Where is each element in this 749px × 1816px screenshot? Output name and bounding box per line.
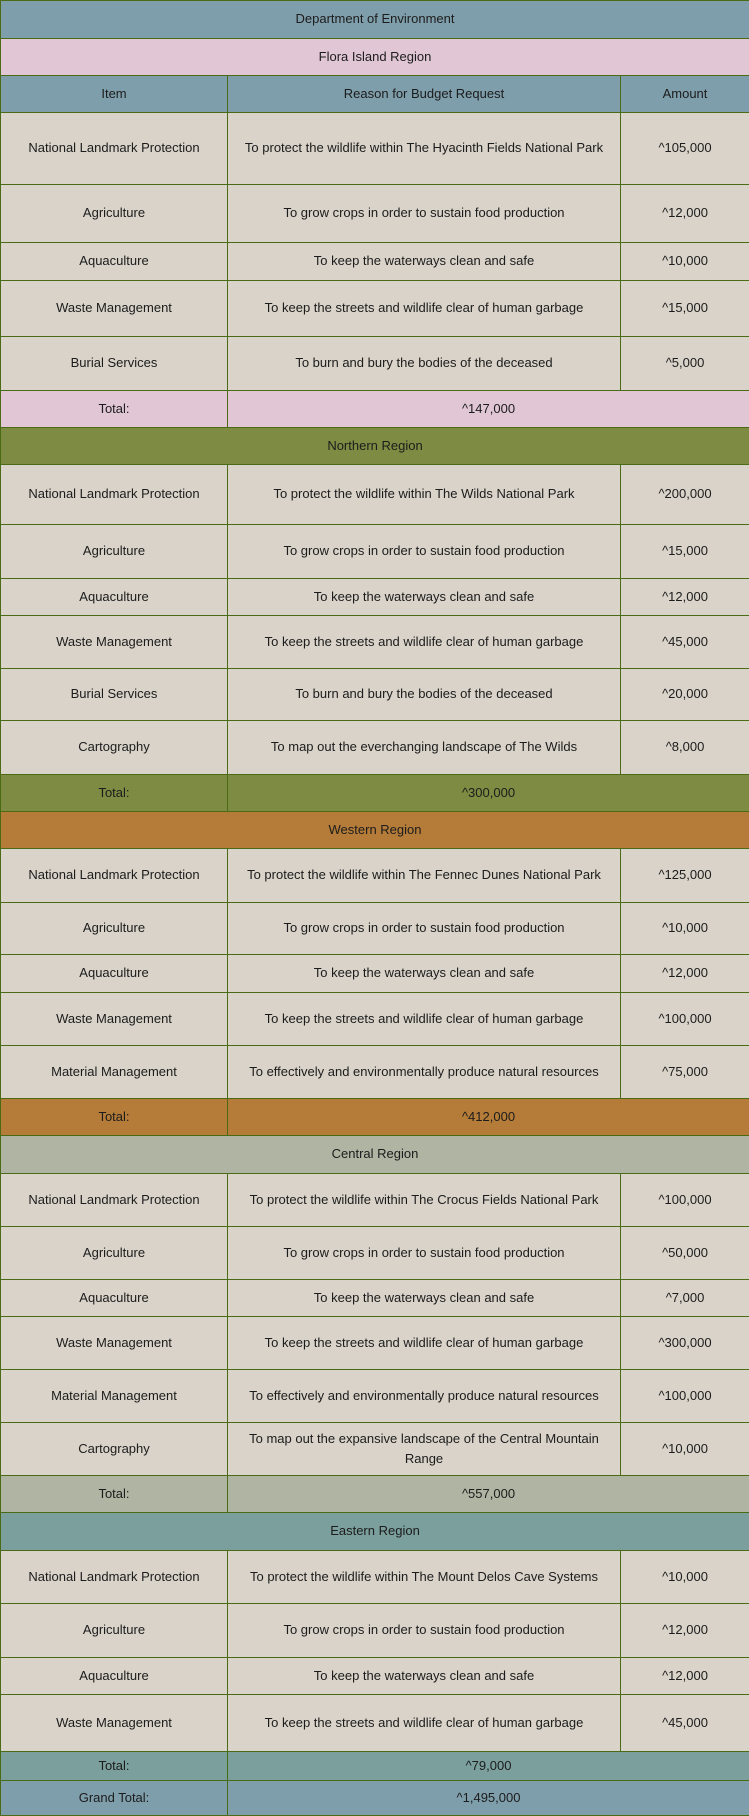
total-label: Total: [1, 1476, 228, 1513]
item-amount: ^45,000 [621, 616, 749, 669]
table-row [1, 903, 749, 955]
table-row [1, 669, 749, 721]
item-name: Agriculture [1, 903, 228, 955]
item-name: Waste Management [1, 993, 228, 1046]
item-name: National Landmark Protection [1, 465, 228, 525]
item-amount: ^12,000 [621, 1658, 749, 1695]
item-name: Agriculture [1, 1227, 228, 1280]
table-row [1, 955, 749, 993]
table-row [1, 616, 749, 669]
title-row [1, 1, 749, 39]
item-reason: To grow crops in order to sustain food production [228, 1227, 621, 1280]
item-amount: ^10,000 [621, 1423, 749, 1476]
item-name: Agriculture [1, 185, 228, 243]
item-reason: To keep the waterways clean and safe [228, 579, 621, 616]
item-name: Agriculture [1, 525, 228, 579]
region-total-amount: ^412,000 [228, 1099, 749, 1136]
budget-table-body [1, 1, 749, 1816]
table-row [1, 1604, 749, 1658]
item-amount: ^12,000 [621, 185, 749, 243]
item-amount: ^12,000 [621, 955, 749, 993]
table-row [1, 721, 749, 775]
table-row [1, 525, 749, 579]
item-reason: To grow crops in order to sustain food production [228, 903, 621, 955]
item-reason: To burn and bury the bodies of the deceased [228, 669, 621, 721]
item-reason: To keep the waterways clean and safe [228, 1280, 621, 1317]
table-row [1, 1174, 749, 1227]
item-name: National Landmark Protection [1, 113, 228, 185]
table-row [1, 1280, 749, 1317]
item-name: Cartography [1, 1423, 228, 1476]
item-reason: To protect the wildlife within The Wilds National Park [228, 465, 621, 525]
table-row [1, 1046, 749, 1099]
item-reason: To protect the wildlife within The Fennec Dunes National Park [228, 849, 621, 903]
region-total-row [1, 391, 749, 428]
item-name: Burial Services [1, 337, 228, 391]
item-name: National Landmark Protection [1, 849, 228, 903]
item-amount: ^10,000 [621, 243, 749, 281]
item-reason: To keep the streets and wildlife clear of human garbage [228, 1317, 621, 1370]
item-name: Waste Management [1, 1317, 228, 1370]
item-name: Aquaculture [1, 243, 228, 281]
region-total-amount: ^300,000 [228, 775, 749, 812]
table-row [1, 243, 749, 281]
region-name: Northern Region [1, 428, 749, 465]
item-amount: ^8,000 [621, 721, 749, 775]
region-total-amount: ^147,000 [228, 391, 749, 428]
grand-total-amount: ^1,495,000 [228, 1781, 749, 1816]
total-label: Total: [1, 1752, 228, 1781]
item-reason: To protect the wildlife within The Hyacinth Fields National Park [228, 113, 621, 185]
item-reason: To grow crops in order to sustain food production [228, 185, 621, 243]
item-name: Aquaculture [1, 1658, 228, 1695]
table-row [1, 849, 749, 903]
table-title: Department of Environment [1, 1, 749, 39]
item-name: Burial Services [1, 669, 228, 721]
item-amount: ^5,000 [621, 337, 749, 391]
grand-total-label: Grand Total: [1, 1781, 228, 1816]
region-name: Western Region [1, 812, 749, 849]
table-row [1, 337, 749, 391]
total-label: Total: [1, 391, 228, 428]
item-name: National Landmark Protection [1, 1174, 228, 1227]
region-name: Central Region [1, 1136, 749, 1174]
item-amount: ^200,000 [621, 465, 749, 525]
total-label: Total: [1, 1099, 228, 1136]
region-header-row [1, 428, 749, 465]
table-row [1, 993, 749, 1046]
item-name: National Landmark Protection [1, 1551, 228, 1604]
region-total-amount: ^79,000 [228, 1752, 749, 1781]
item-name: Aquaculture [1, 1280, 228, 1317]
item-amount: ^75,000 [621, 1046, 749, 1099]
item-amount: ^7,000 [621, 1280, 749, 1317]
item-name: Aquaculture [1, 955, 228, 993]
item-reason: To keep the streets and wildlife clear of human garbage [228, 1695, 621, 1752]
region-header-row [1, 39, 749, 76]
total-label: Total: [1, 775, 228, 812]
item-amount: ^100,000 [621, 1174, 749, 1227]
item-reason: To keep the streets and wildlife clear of human garbage [228, 993, 621, 1046]
table-row [1, 1551, 749, 1604]
region-total-row [1, 775, 749, 812]
column-header-amount: Amount [621, 76, 749, 113]
item-reason: To effectively and environmentally produce natural resources [228, 1370, 621, 1423]
item-name: Waste Management [1, 616, 228, 669]
table-row [1, 1370, 749, 1423]
table-row [1, 579, 749, 616]
region-header-row [1, 812, 749, 849]
item-amount: ^45,000 [621, 1695, 749, 1752]
item-name: Aquaculture [1, 579, 228, 616]
table-row [1, 185, 749, 243]
item-amount: ^125,000 [621, 849, 749, 903]
region-header-row [1, 1136, 749, 1174]
region-total-amount: ^557,000 [228, 1476, 749, 1513]
region-total-row [1, 1476, 749, 1513]
table-row [1, 465, 749, 525]
column-header-item: Item [1, 76, 228, 113]
region-header-row [1, 1513, 749, 1551]
region-total-row [1, 1752, 749, 1781]
item-amount: ^50,000 [621, 1227, 749, 1280]
item-amount: ^10,000 [621, 1551, 749, 1604]
item-amount: ^100,000 [621, 993, 749, 1046]
table-row [1, 1695, 749, 1752]
item-reason: To effectively and environmentally produce natural resources [228, 1046, 621, 1099]
item-reason: To protect the wildlife within The Mount Delos Cave Systems [228, 1551, 621, 1604]
item-amount: ^10,000 [621, 903, 749, 955]
item-reason: To keep the streets and wildlife clear of human garbage [228, 616, 621, 669]
region-name: Eastern Region [1, 1513, 749, 1551]
item-amount: ^105,000 [621, 113, 749, 185]
item-name: Waste Management [1, 281, 228, 337]
table-row [1, 113, 749, 185]
table-row [1, 281, 749, 337]
table-row [1, 1658, 749, 1695]
item-name: Waste Management [1, 1695, 228, 1752]
table-row [1, 1227, 749, 1280]
item-reason: To keep the waterways clean and safe [228, 243, 621, 281]
table-row [1, 1423, 749, 1476]
item-amount: ^12,000 [621, 579, 749, 616]
item-name: Cartography [1, 721, 228, 775]
item-reason: To map out the expansive landscape of the Central Mountain Range [228, 1423, 621, 1476]
item-reason: To keep the waterways clean and safe [228, 955, 621, 993]
table-row [1, 1317, 749, 1370]
column-header-reason: Reason for Budget Request [228, 76, 621, 113]
item-amount: ^300,000 [621, 1317, 749, 1370]
region-name: Flora Island Region [1, 39, 749, 76]
column-header-row [1, 76, 749, 113]
item-amount: ^20,000 [621, 669, 749, 721]
item-amount: ^12,000 [621, 1604, 749, 1658]
item-reason: To protect the wildlife within The Crocus Fields National Park [228, 1174, 621, 1227]
item-reason: To keep the streets and wildlife clear of human garbage [228, 281, 621, 337]
item-reason: To burn and bury the bodies of the deceased [228, 337, 621, 391]
item-amount: ^15,000 [621, 525, 749, 579]
item-name: Material Management [1, 1370, 228, 1423]
item-name: Material Management [1, 1046, 228, 1099]
region-total-row [1, 1099, 749, 1136]
item-reason: To keep the waterways clean and safe [228, 1658, 621, 1695]
item-reason: To map out the everchanging landscape of The Wilds [228, 721, 621, 775]
item-reason: To grow crops in order to sustain food production [228, 1604, 621, 1658]
grand-total-row [1, 1781, 749, 1816]
item-reason: To grow crops in order to sustain food production [228, 525, 621, 579]
item-amount: ^100,000 [621, 1370, 749, 1423]
item-amount: ^15,000 [621, 281, 749, 337]
item-name: Agriculture [1, 1604, 228, 1658]
